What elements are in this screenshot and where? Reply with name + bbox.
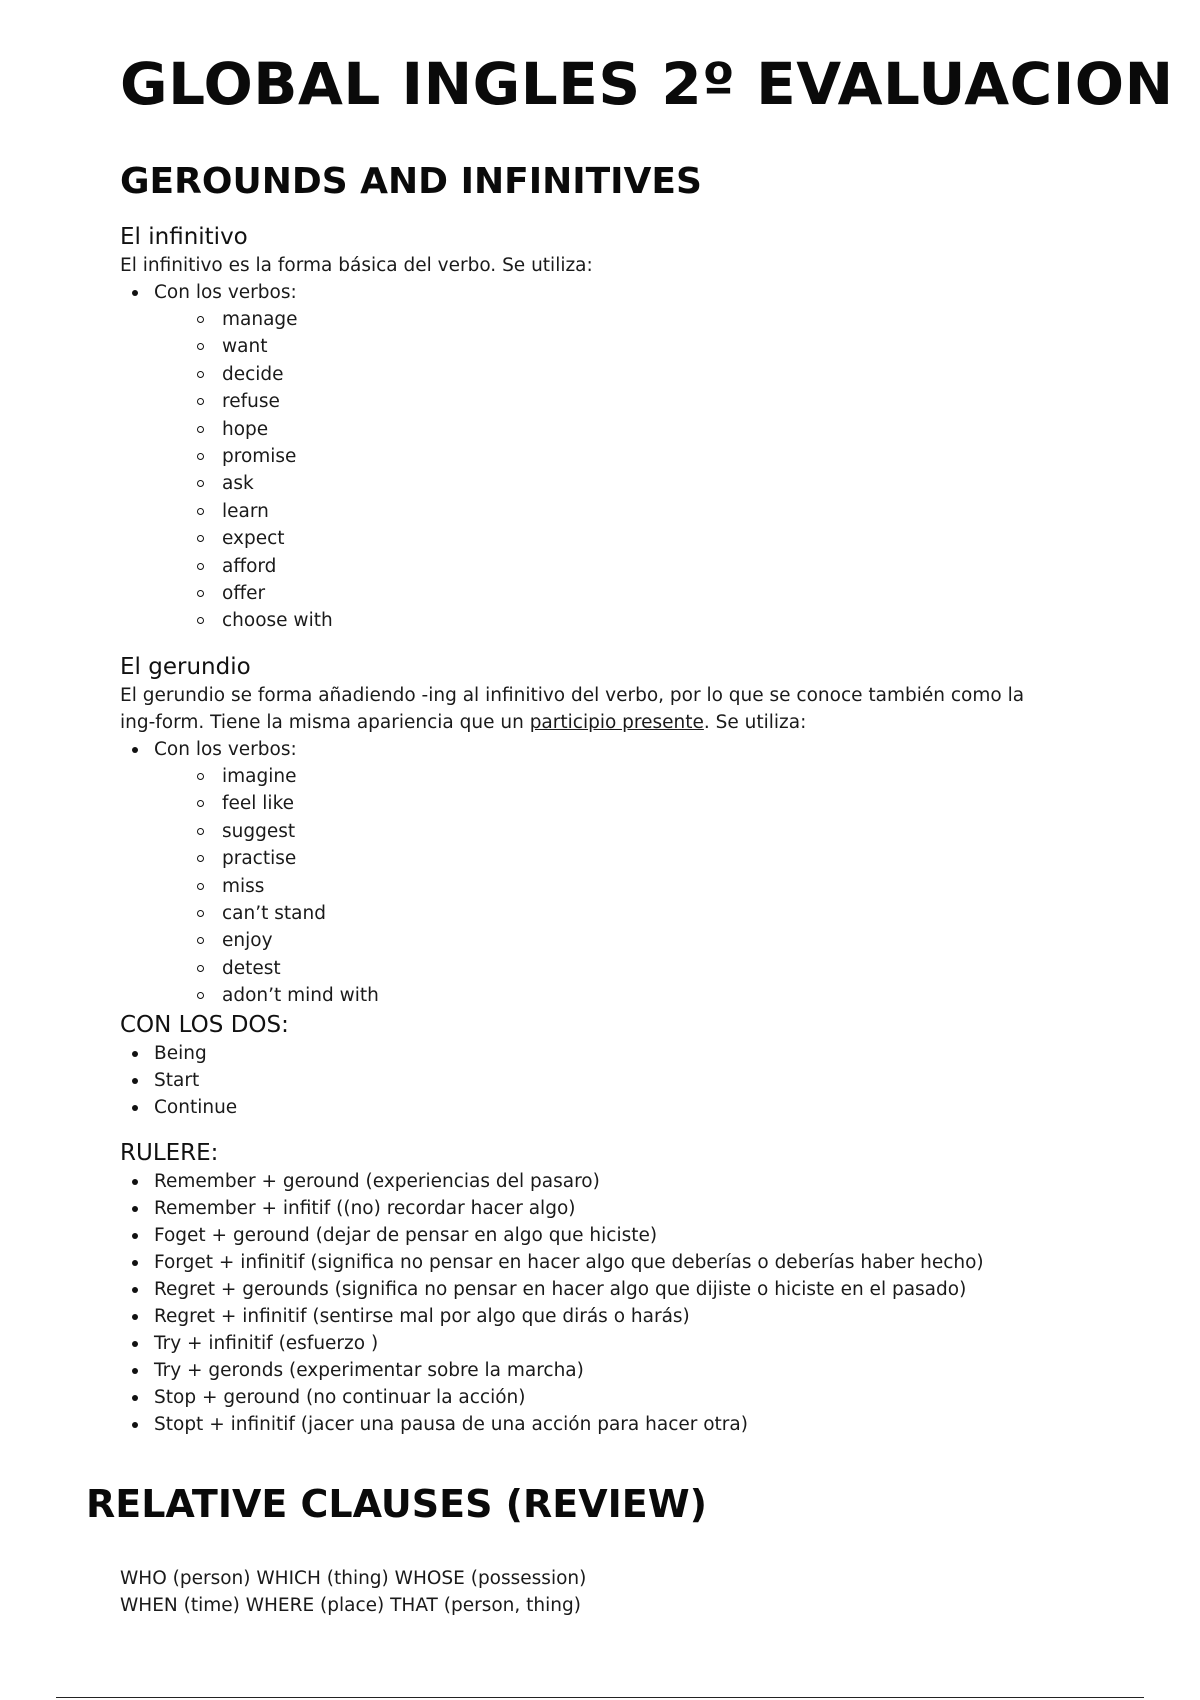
gerundio-intro-post: . Se utiliza: <box>703 712 807 733</box>
section-title-gerunds: GEROUNDS AND INFINITIVES <box>120 161 702 202</box>
infinitivo-verbs <box>154 306 1080 635</box>
verb-item: imagine <box>154 763 1080 790</box>
section-title-relative-clauses: RELATIVE CLAUSES (REVIEW) <box>86 1482 708 1526</box>
verb-item: afford <box>154 553 1080 580</box>
verb-item: promise <box>154 443 1080 470</box>
list-item: Forget + infinitif (significa no pensar en hacer algo que deberías o deberías haber hecho) <box>120 1249 1080 1276</box>
list-item: Start <box>120 1067 1080 1094</box>
infinitivo-heading: El infinitivo <box>120 224 248 250</box>
infinitivo-intro: El infinitivo es la forma básica del verbo. Se utiliza: <box>120 255 593 276</box>
list-item: Try + geronds (experimentar sobre la marcha) <box>120 1357 1080 1384</box>
list-item: Regret + infinitif (sentirse mal por algo que dirás o harás) <box>120 1303 1080 1330</box>
verb-item: hope <box>154 416 1080 443</box>
list-item: Stop + geround (no continuar la acción) <box>120 1384 1080 1411</box>
relative-line: WHO (person) WHICH (thing) WHOSE (possession) <box>120 1568 587 1589</box>
verb-item: decide <box>154 361 1080 388</box>
list-item: Stopt + infinitif (jacer una pausa de una acción para hacer otra) <box>120 1411 1080 1438</box>
gerundio-section <box>120 652 1080 1010</box>
verb-item: can’t stand <box>154 900 1080 927</box>
verb-item: offer <box>154 580 1080 607</box>
participio-presente-link[interactable]: participio presente <box>529 712 704 733</box>
gerundio-intro-line2 <box>120 709 1080 736</box>
gerundio-verbs <box>154 763 1080 1010</box>
verb-item: feel like <box>154 790 1080 817</box>
list-item: Remember + geround (experiencias del pasaro) <box>120 1168 1080 1195</box>
con-los-dos-heading: CON LOS DOS: <box>120 1012 289 1038</box>
list-item: Remember + infitif ((no) recordar hacer algo) <box>120 1195 1080 1222</box>
list-item <box>120 279 1080 635</box>
verb-item: enjoy <box>154 927 1080 954</box>
gerundio-bullet-label: Con los verbos: <box>154 739 297 760</box>
verb-item: suggest <box>154 818 1080 845</box>
gerundio-intro-line1: El gerundio se forma añadiendo -ing al infinitivo del verbo, por lo que se conoce también como la <box>120 685 1025 706</box>
infinitivo-bullet-label: Con los verbos: <box>154 282 297 303</box>
relative-clauses-body <box>120 1565 1080 1619</box>
verb-item: detest <box>154 955 1080 982</box>
list-item: Foget + geround (dejar de pensar en algo que hiciste) <box>120 1222 1080 1249</box>
gerundio-intro-pre: ing-form. Tiene la misma apariencia que un <box>120 712 530 733</box>
verb-item: manage <box>154 306 1080 333</box>
gerundio-heading: El gerundio <box>120 654 251 680</box>
verb-item: want <box>154 333 1080 360</box>
infinitivo-section <box>120 222 1080 635</box>
verb-item: expect <box>154 525 1080 552</box>
list-item: Try + infinitif (esfuerzo ) <box>120 1330 1080 1357</box>
verb-item: refuse <box>154 388 1080 415</box>
verb-item: ask <box>154 470 1080 497</box>
verb-item: practise <box>154 845 1080 872</box>
con-los-dos-list <box>120 1040 1080 1121</box>
rulere-heading: RULERE: <box>120 1140 219 1166</box>
footer-divider <box>56 1697 1144 1698</box>
con-los-dos-section <box>120 1010 1080 1121</box>
verb-item: adon’t mind with <box>154 982 1080 1009</box>
list-item: Continue <box>120 1094 1080 1121</box>
relative-line: WHEN (time) WHERE (place) THAT (person, thing) <box>120 1595 581 1616</box>
rulere-list <box>120 1168 1080 1438</box>
gerundio-list <box>120 736 1080 1010</box>
verb-item: miss <box>154 873 1080 900</box>
infinitivo-list <box>120 279 1080 635</box>
list-item: Being <box>120 1040 1080 1067</box>
list-item: Regret + gerounds (significa no pensar en hacer algo que dijiste o hiciste en el pasado) <box>120 1276 1080 1303</box>
verb-item: choose with <box>154 607 1080 634</box>
page-title: GLOBAL INGLES 2º EVALUACION <box>120 50 1174 118</box>
list-item <box>120 736 1080 1010</box>
verb-item: learn <box>154 498 1080 525</box>
rulere-section <box>120 1138 1080 1438</box>
